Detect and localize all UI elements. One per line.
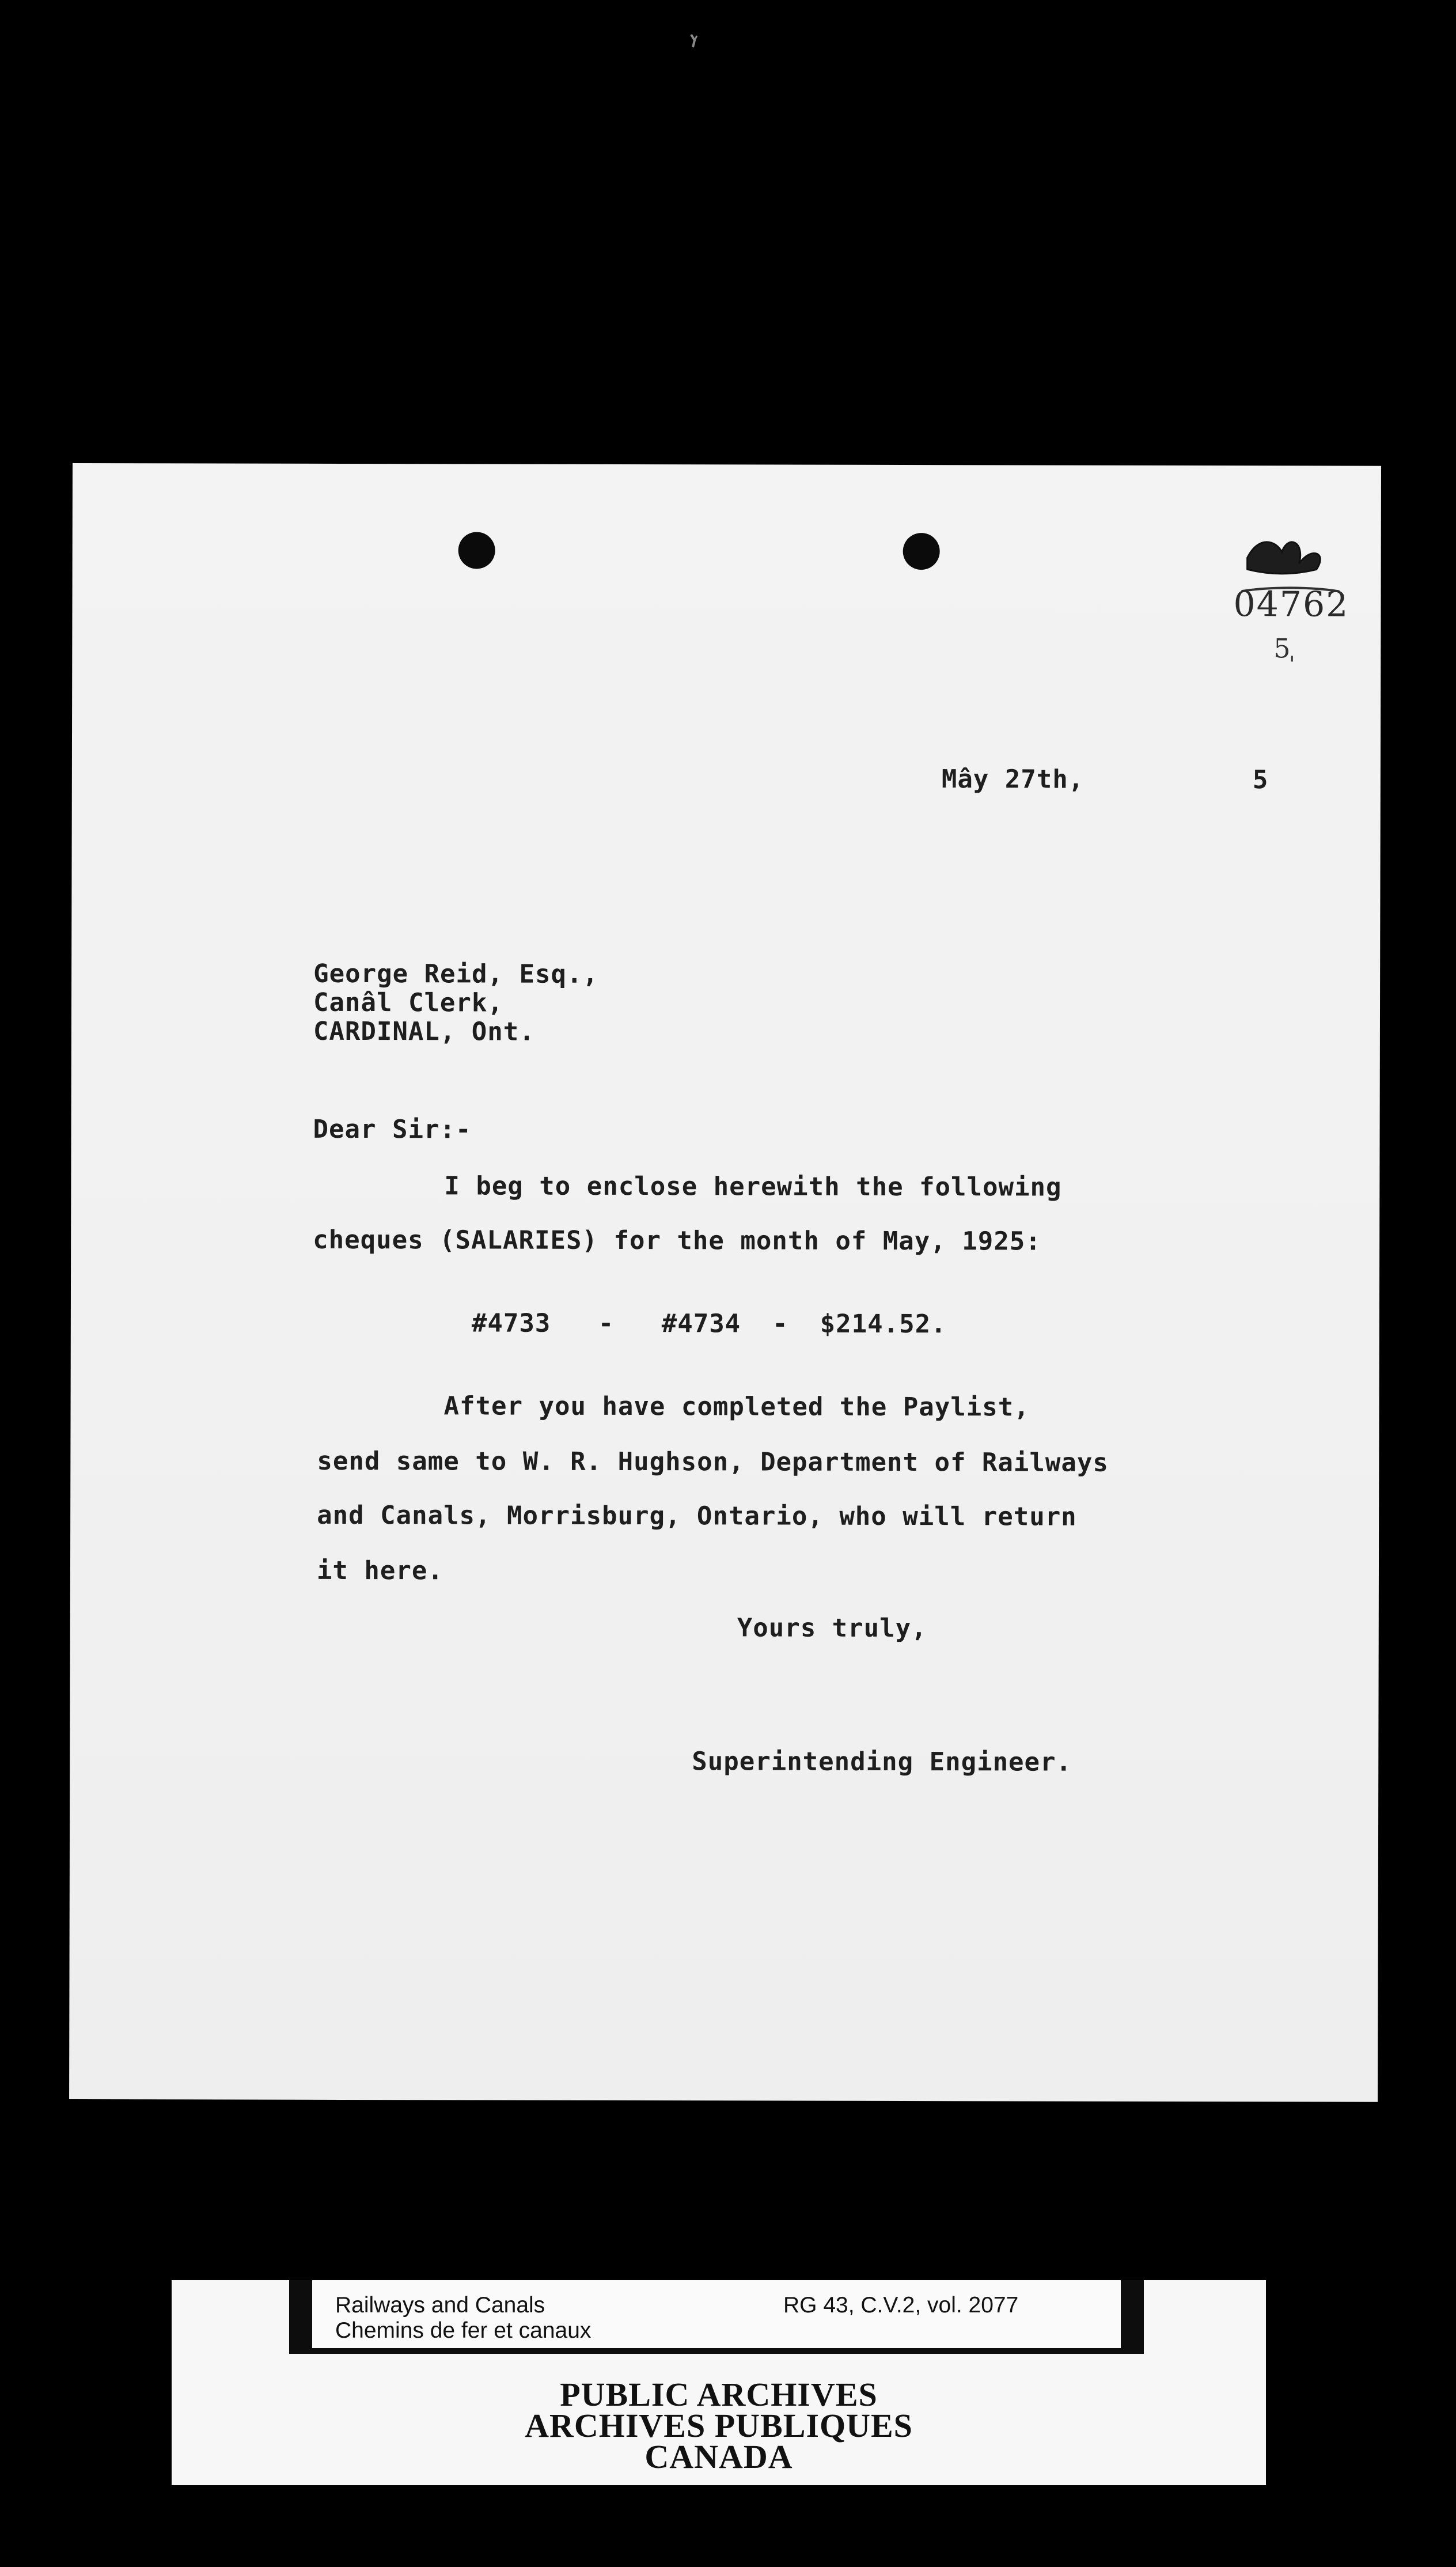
department-french: Chemins de fer et canaux xyxy=(335,2318,592,2343)
paragraph-2-line-1: After you have completed the Paylist, xyxy=(443,1391,1030,1422)
stamp-number: 04762 xyxy=(1233,584,1349,625)
body-line-2: cheques (SALARIES) for the month of May, 1925: xyxy=(313,1225,1041,1256)
archives-title-fr: ARCHIVES PUBLIQUES xyxy=(525,2407,913,2444)
stray-mark xyxy=(689,32,702,50)
paragraph-2-line-4: it here. xyxy=(316,1555,443,1586)
paragraph-2-line-3: and Canals, Morrisburg, Ontario, who will return xyxy=(317,1500,1077,1532)
paragraph-2-line-2: send same to W. R. Hughson, Department of Railways xyxy=(317,1446,1109,1478)
recipient-title: Canâl Clerk, xyxy=(313,987,503,1018)
recipient-location: CARDINAL, Ont. xyxy=(313,1016,535,1047)
archive-label-card xyxy=(172,2280,1266,2485)
cheque-amounts: #4733 - #4734 - $214.52. xyxy=(471,1308,947,1339)
fonds-label xyxy=(312,2280,1121,2348)
recipient-name: George Reid, Esq., xyxy=(313,959,599,989)
body-line-1: I beg to enclose herewith the following xyxy=(444,1171,1062,1202)
punch-hole-right xyxy=(903,533,940,570)
department-english: Railways and Canals xyxy=(335,2293,545,2318)
page-number: 5 xyxy=(1252,765,1269,795)
letter-date: Mây 27th, xyxy=(941,764,1085,794)
stamp-sub-mark: 5 xyxy=(1273,633,1291,664)
letter-sheet xyxy=(69,463,1381,2102)
punch-hole-left xyxy=(458,532,495,569)
archives-title-en: PUBLIC ARCHIVES xyxy=(560,2376,878,2413)
signature-title: Superintending Engineer. xyxy=(692,1747,1072,1777)
archives-country: CANADA xyxy=(644,2438,793,2475)
salutation: Dear Sir:- xyxy=(313,1114,472,1145)
archive-reference: RG 43, C.V.2, vol. 2077 xyxy=(783,2293,1019,2318)
closing: Yours truly, xyxy=(737,1613,927,1644)
